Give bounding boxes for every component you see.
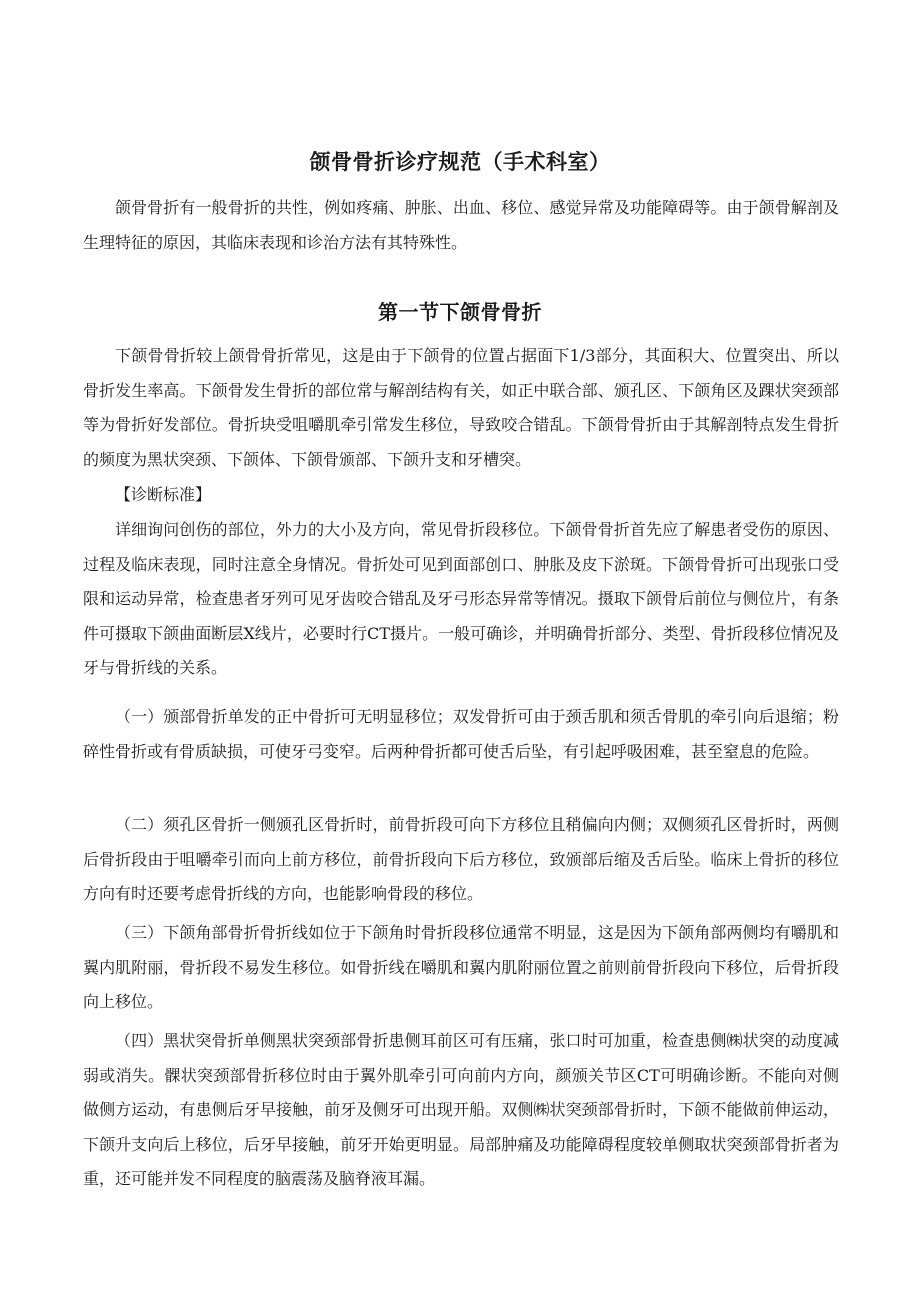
- item-mandibular-angle-fracture: （三）下颌角部骨折骨折线如位于下颌角时骨折段移位通常不明显，这是因为下颌角部两侧均有嚼肌和翼内肌附丽，骨折段不易发生移位。如骨折线在嚼肌和翼内肌附丽位置之前则前骨折段向下移位，后骨折段向上移位。: [83, 923, 839, 1011]
- document-title: 颌骨骨折诊疗规范（手术科室）: [309, 150, 611, 174]
- intro-paragraph: 颌骨骨折有一般骨折的共性，例如疼痛、肿胀、出血、移位、感觉异常及功能障碍等。由于颌骨解剖及生理特征的原因，其临床表现和诊治方法有其特殊性。: [83, 198, 839, 252]
- section-overview-paragraph: 下颌骨骨折较上颌骨骨折常见，这是由于下颌骨的位置占据面下1/3部分，其面积大、位置突出、所以骨折发生率高。下颌骨发生骨折的部位常与解剖结构有关，如正中联合部、颁孔区、下颌角区及踝状突颈部等为骨折好发部位。骨折块受咀嚼肌牵引常发生移位，导致咬合错乱。下颌骨骨折由于其解剖特点发生骨折的频度为黑状突颈、下颌体、下颌骨颁部、下颌升支和牙槽突。: [83, 346, 839, 469]
- section-title: 第一节下颌骨骨折: [378, 300, 542, 324]
- diagnosis-paragraph: 详细询问创伤的部位，外力的大小及方向，常见骨折段移位。下颌骨骨折首先应了解患者受伤的原因、过程及临床表现，同时注意全身情况。骨折处可见到面部创口、肿胀及皮下淤斑。下颌骨骨折可出现张口受限和运动异常，检查患者牙列可见牙齿咬合错乱及牙弓形态异常等情况。摄取下颌骨后前位与侧位片，有条件可摄取下颌曲面断层X线片，必要时行CT摄片。一般可确诊，并明确骨折部分、类型、骨折段移位情况及牙与骨折线的关系。: [83, 520, 839, 677]
- diagnosis-criteria-label: 【诊断标准】: [115, 485, 212, 504]
- item-chin-fracture: （一）颁部骨折单发的正中骨折可无明显移位；双发骨折可由于颈舌肌和须舌骨肌的牵引向后退缩；粉碎性骨折或有骨质缺损，可使牙弓变窄。后两种骨折都可使舌后坠，有引起呼吸困难，甚至窒息的危险。: [83, 707, 839, 761]
- item-mental-foramen-fracture: （二）须孔区骨折一侧颁孔区骨折时，前骨折段可向下方移位且稍偏向内侧；双侧须孔区骨折时，两侧后骨折段由于咀嚼牵引而向上前方移位，前骨折段向下后方移位，致颁部后缩及舌后坠。临床上骨折的移位方向有时还要考虑骨折线的方向，也能影响骨段的移位。: [83, 815, 839, 903]
- item-condyle-fracture: （四）黑状突骨折单侧黑状突颈部骨折患侧耳前区可有压痛，张口时可加重，检查患侧㈱状突的动度减弱或消失。髁状突颈部骨折移位时由于翼外肌牵引可向前内方向，颜颁关节区CT可明确诊断。不能向对侧做侧方运动，有患侧后牙早接触，前牙及侧牙可出现开船。双侧㈱状突颈部骨折时，下颌不能做前伸运动，下颌升支向后上移位，后牙早接触，前牙开始更明显。局部肿痛及功能障碍程度较单侧取状突颈部骨折者为重，还可能并发不同程度的脑震荡及脑脊液耳漏。: [83, 1031, 839, 1188]
